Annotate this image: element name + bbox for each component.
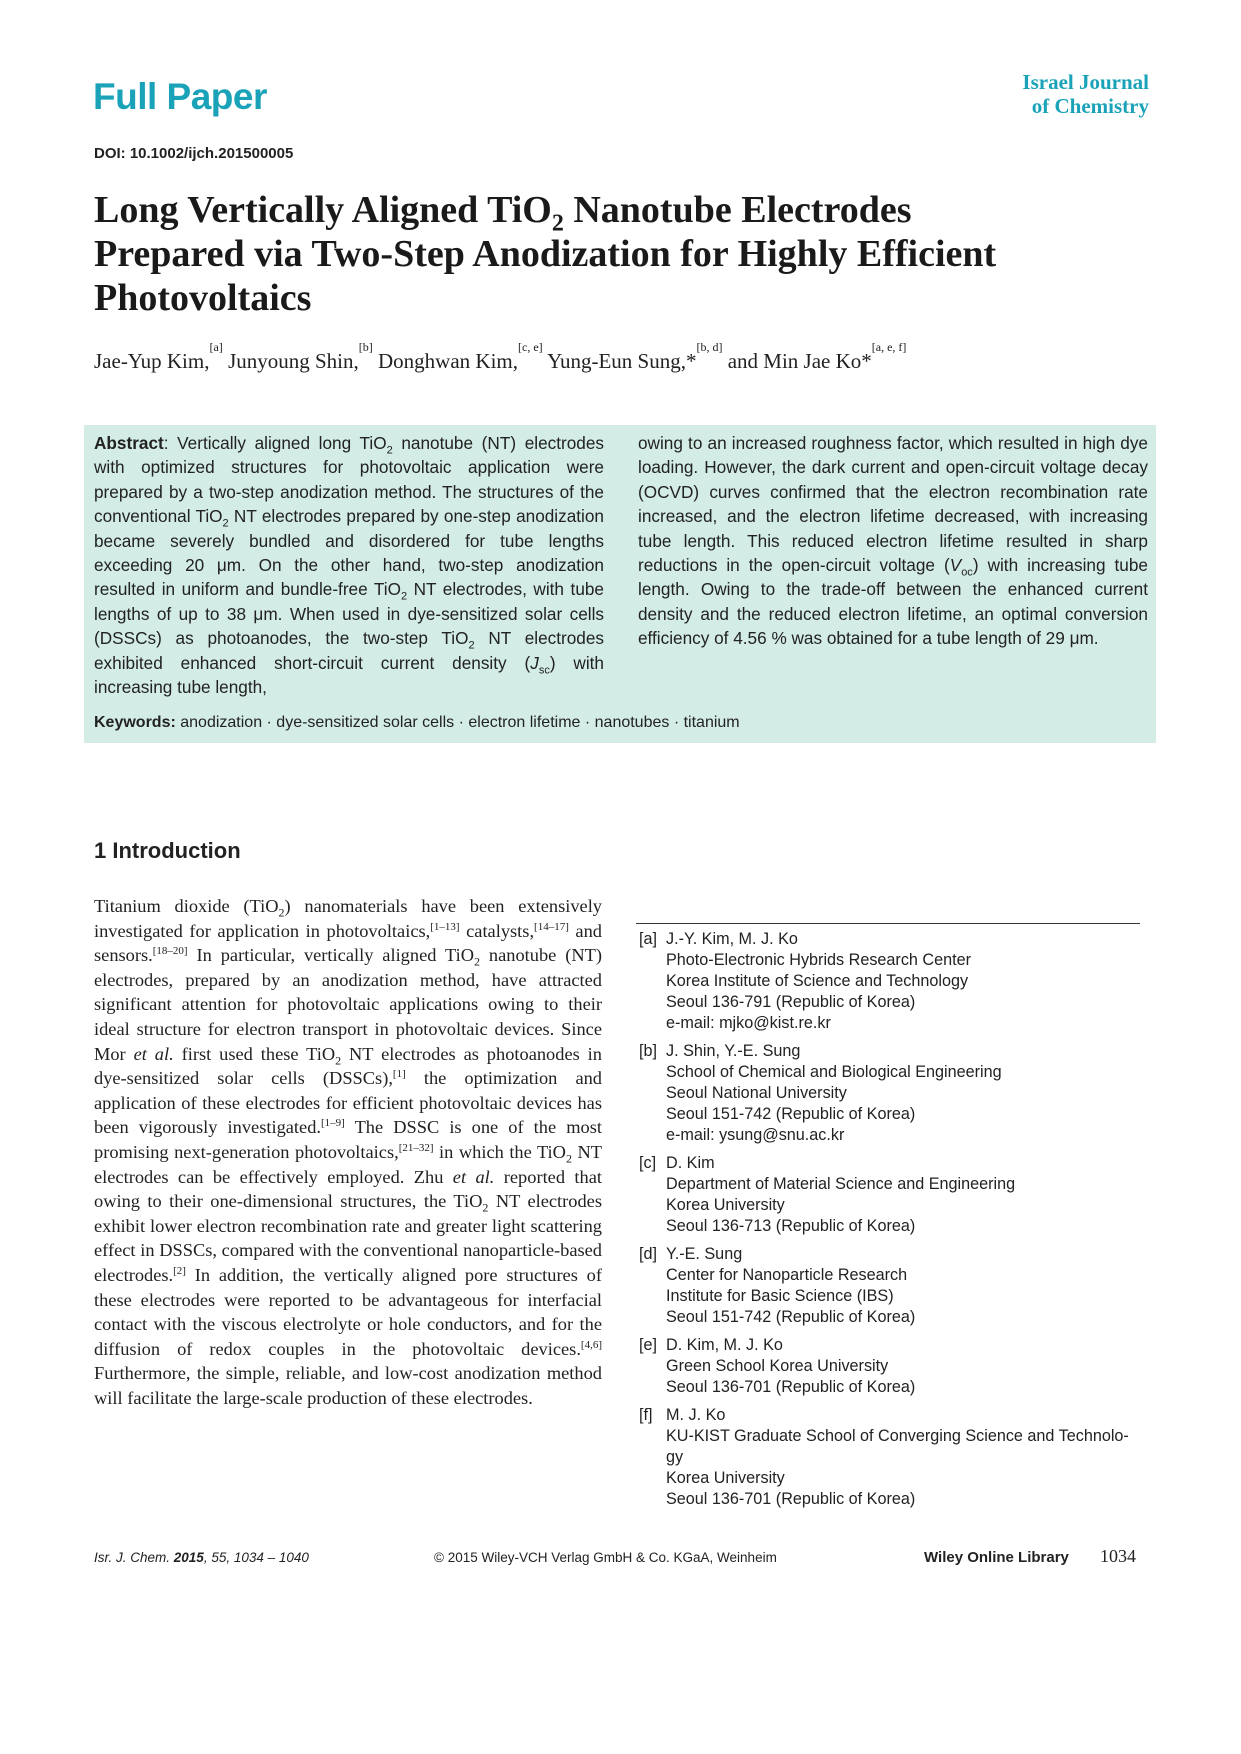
title-line1-part: Long Vertically Aligned TiO [94,189,552,231]
introduction-body [94,894,602,1410]
footer-year: 2015 [173,1550,204,1565]
body-text: reported that owing to their one-dimensional structures, the TiO [94,1166,602,1212]
author-affiliation-ref: [c, e] [518,340,543,354]
author-list [94,340,907,374]
body-text: In addition, the vertically aligned pore structures of these electrodes were reported to be advantageous for interfacial contact with the viscous electrolyte or hole conductors, and for the diffusion of redox couples in the photovoltaic devices. [94,1264,602,1359]
body-text: NT electrodes exhibit lower electron recombination rate and greater light scattering effect in DSSCs, compared with the conventional nanoparticle-based electrodes. [94,1191,602,1285]
affiliation-f [639,1405,1149,1510]
body-text: Titanium dioxide (TiO [94,896,279,916]
body-text: The DSSC is one of the most promising next-generation photovoltaics, [94,1117,602,1162]
journal-name-line1: Israel Journal [1022,70,1149,94]
affiliation-label: [b] [639,1042,657,1060]
affiliation-line: M. J. Ko [666,1406,726,1424]
body-text: and sensors. [94,920,602,966]
affiliation-line: Green School Korea University [666,1357,889,1375]
body-text: Furthermore, the simple, reliable, and low-cost anodization method will facilitate the large-scale production of these electrodes. [94,1363,602,1408]
affiliation-label: [a] [639,930,657,948]
citation[interactable]: [18–20] [152,945,188,958]
affiliation-email[interactable]: e-mail: ysung@snu.ac.kr [666,1126,845,1144]
title-line2: Prepared via Two-Step Anodization for Highly Efficient [94,233,997,275]
body-text-italic: et al. [452,1166,495,1187]
citation[interactable]: [2] [173,1264,186,1277]
affiliation-line: Korea University [666,1196,785,1214]
footer-copyright: © 2015 Wiley-VCH Verlag GmbH & Co. KGaA, Weinheim [434,1550,777,1565]
citation[interactable]: [4,6] [580,1338,602,1351]
affiliation-line: Seoul 151-742 (Republic of Korea) [666,1105,916,1123]
affiliation-line: KU-KIST Graduate School of Converging Science and Technolo- [666,1427,1129,1445]
subscript: oc [961,566,973,579]
subscript: 2 [222,517,229,530]
body-text: the optimization and application of these electrodes for efficient photovoltaic devices has been vigorously investigated. [94,1068,602,1138]
affiliation-line: Seoul 151-742 (Republic of Korea) [666,1308,916,1326]
body-text: nanotube (NT) electrodes, prepared by an anodization method, have attracted significant attention for photovoltaic applications owing to their ideal structure for electron transport in photovoltaic devices. Since Mor [94,945,602,1064]
body-text: first used these TiO [173,1043,336,1064]
subscript: 2 [278,905,285,920]
affiliation-line: Department of Material Science and Engineering [666,1175,1016,1193]
author-name[interactable]: and Min Jae Ko* [722,349,872,373]
affiliation-line: J. Shin, Y.-E. Sung [666,1042,801,1060]
citation[interactable]: [1–13] [430,920,460,933]
author-name[interactable]: Junyoung Shin, [222,349,359,373]
abstract-text: : Vertically aligned long TiO [163,433,387,453]
journal-name-line2: of Chemistry [1031,94,1149,118]
affiliation-line: J.-Y. Kim, M. J. Ko [666,930,798,948]
affiliation-a [639,929,1149,1034]
author-affiliation-ref: [a, e, f] [871,340,907,354]
footer-journal-abbrev: Isr. J. Chem. [94,1550,174,1565]
section-label: Full Paper [93,76,267,117]
abstract-right-column [638,431,1148,651]
citation[interactable]: [14–17] [534,920,569,933]
abstract-text: owing to an increased roughness factor, which resulted in high dye loading. However, the dark current and open-circuit voltage decay (OCVD) curves confirmed that the electron recombination rate increased, and the electron lifetime decreased, with increasing tube length. This reduced electron lifetime resulted in sharp reductions in the open-circuit voltage ( [638,433,1148,576]
author-name[interactable]: Jae-Yup Kim, [94,349,210,373]
abstract-text: nanotube (NT) electrodes with optimized structures for photovoltaic application were prepared by a two-step anodization method. The structures of the conventional TiO [94,433,604,527]
page-number: 1034 [1100,1546,1136,1566]
citation[interactable]: [1–9] [321,1117,345,1130]
author-affiliation-ref: [a] [209,340,223,354]
affiliation-line: D. Kim [666,1154,715,1172]
keywords [94,714,740,732]
affiliation-line: Korea Institute of Science and Technology [666,972,969,990]
affiliation-d [639,1244,1149,1328]
affiliation-b [639,1041,1149,1146]
body-text: NT electrodes as photoanodes in dye-sensitized solar cells (DSSCs), [94,1043,602,1089]
affiliation-line: Seoul 136-701 (Republic of Korea) [666,1378,916,1396]
affiliation-line: Y.-E. Sung [666,1245,743,1263]
affiliation-line: Korea University [666,1469,785,1487]
citation[interactable]: [21–32] [398,1141,434,1154]
body-text: ) nanomaterials have been extensively investigated for application in photovoltaics, [94,896,603,941]
subscript: 2 [474,954,480,969]
affiliation-line: School of Chemical and Biological Engineering [666,1063,1002,1081]
affiliation-label: [d] [639,1245,657,1263]
citation[interactable]: [1] [392,1068,406,1081]
affiliation-line: Seoul National University [666,1084,847,1102]
keywords-list: anodization · dye-sensitized solar cells · electron lifetime · nanotubes · titanium [175,714,740,731]
section-heading: 1 Introduction [94,838,241,863]
affiliations-divider [636,923,1140,924]
subscript: 2 [400,590,408,603]
affiliation-line: Photo-Electronic Hybrids Research Center [666,951,971,969]
author-name[interactable]: Yung-Eun Sung,* [542,349,697,373]
author-affiliation-ref: [b, d] [696,340,723,354]
abstract-text: NT electrodes prepared by one-step anodization became severely bundled and disordered for tube lengths exceeding 20 μm. On the other hand, two-step anodization resulted in uniform and bundle-free TiO [94,506,604,600]
affiliation-line: Seoul 136-791 (Republic of Korea) [666,993,916,1011]
affiliation-email[interactable]: e-mail: mjko@kist.re.kr [666,1014,831,1032]
affiliation-c [639,1153,1149,1237]
footer-citation [94,1550,309,1565]
affiliation-e [639,1335,1149,1398]
symbol-v: V [949,555,962,576]
abstract-label: Abstract [94,433,164,453]
affiliation-label: [c] [639,1154,657,1172]
affiliation-label: [e] [639,1336,657,1354]
affiliation-label: [f] [639,1406,653,1424]
abstract-text: ) with increasing tube length. Owing to the trade-off between the enhanced current density and the reduced electron lifetime, an optimal conversion efficiency of 4.56 % was obtained for a tube length of 29 μm. [638,555,1148,649]
abstract-text: ) with increasing tube length, [94,652,604,698]
body-text: NT electrodes can be effectively employed. Zhu [94,1141,602,1187]
affiliation-line: Center for Nanoparticle Research [666,1266,908,1284]
doi[interactable]: DOI: 10.1002/ijch.201500005 [94,145,294,162]
body-text: in which the TiO [433,1141,566,1162]
title-line3: Photovoltaics [94,277,312,319]
journal-name [1022,70,1149,118]
footer-library-link[interactable]: Wiley Online Library [924,1549,1069,1566]
body-text: catalysts, [459,920,535,941]
affiliation-line: Seoul 136-701 (Republic of Korea) [666,1490,916,1508]
keywords-label: Keywords: [94,714,176,731]
paper-title [94,188,1144,320]
subscript: 2 [482,1200,489,1215]
affiliation-line: gy [666,1448,684,1466]
abstract-left-column [94,431,604,699]
affiliation-line: D. Kim, M. J. Ko [666,1336,783,1354]
title-line1-part: Nanotube Electrodes [563,189,912,231]
affiliation-line: Seoul 136-713 (Republic of Korea) [666,1217,916,1235]
subscript: 2 [565,1151,572,1166]
symbol-j: J [530,652,539,673]
subscript: 2 [386,444,393,457]
subscript: 2 [335,1053,342,1068]
subscript: sc [538,664,550,677]
subscript: 2 [468,639,475,652]
abstract-text: NT electrodes, with tube lengths of up to 38 μm. When used in dye-sensitized solar cells (DSSCs) as photoanodes, the two-step TiO [94,579,604,649]
body-text-italic: et al. [133,1043,174,1064]
affiliations [639,929,1149,1517]
title-subscript: 2 [551,210,564,237]
author-affiliation-ref: [b] [358,340,373,354]
footer-volume-pages: , 55, 1034 – 1040 [203,1550,309,1565]
author-name[interactable]: Donghwan Kim, [372,349,518,373]
abstract-text: NT electrodes exhibited enhanced short-circuit current density ( [94,628,604,673]
affiliation-line: Institute for Basic Science (IBS) [666,1287,894,1305]
body-text: In particular, vertically aligned TiO [187,945,474,966]
